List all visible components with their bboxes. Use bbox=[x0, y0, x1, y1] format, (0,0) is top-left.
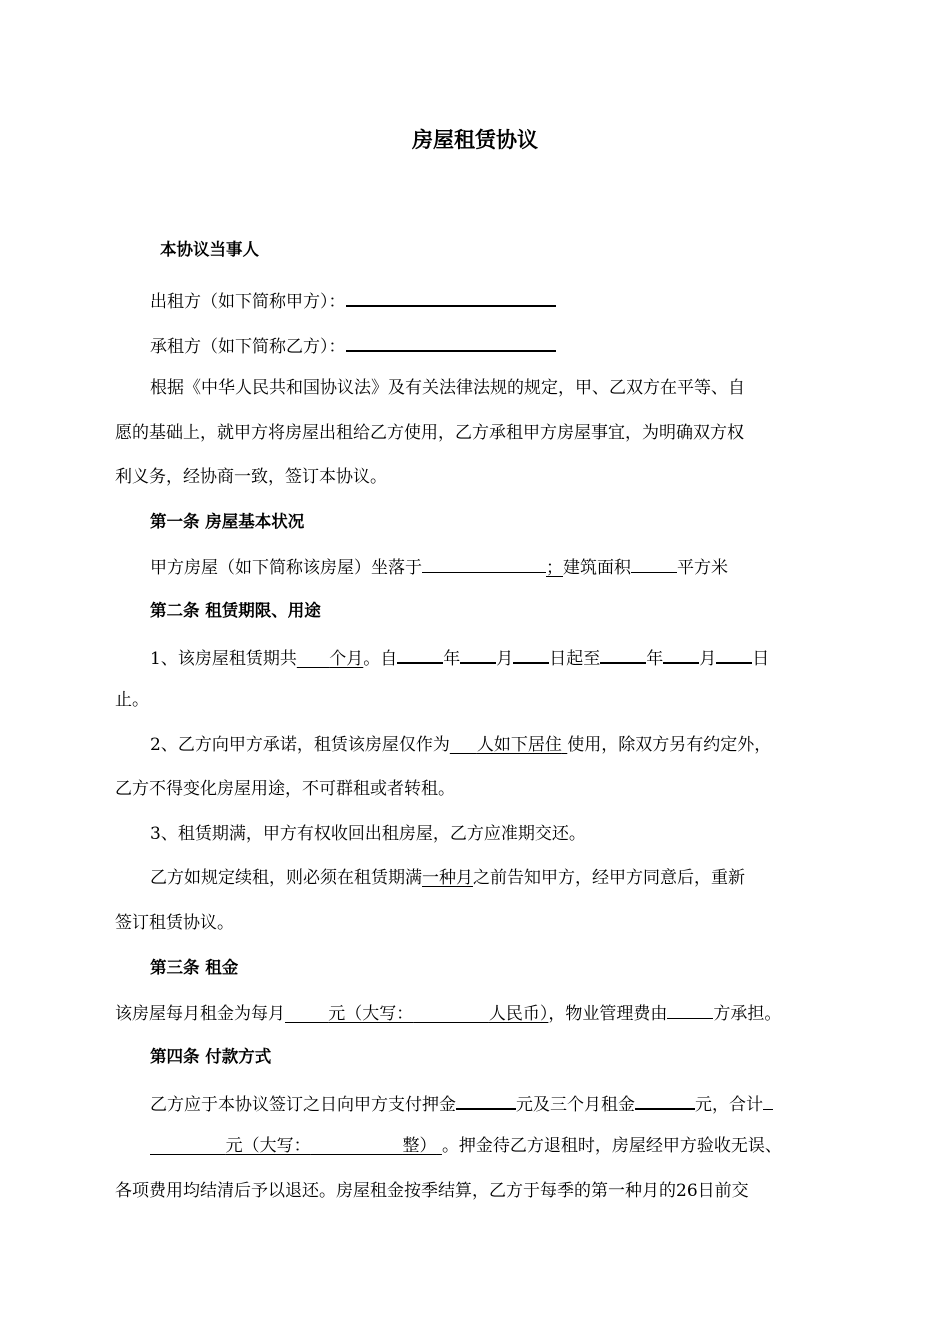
renewal-rest: 之前告知甲方，经甲方同意后，重新 bbox=[473, 868, 745, 888]
lessee-blank[interactable] bbox=[346, 332, 556, 352]
total-blank-start[interactable] bbox=[763, 1091, 773, 1110]
semicolon: ； bbox=[546, 558, 563, 578]
article3-heading: 第三条 租金 bbox=[150, 958, 239, 977]
month-2: 月 bbox=[699, 649, 717, 669]
area-label: 建筑面积 bbox=[563, 558, 631, 578]
rent-line bbox=[115, 1000, 781, 1026]
start-month-blank[interactable] bbox=[460, 644, 496, 664]
lessor-line bbox=[150, 287, 556, 314]
usage-line-2: 乙方不得变化房屋用途，不可群租或者转租。 bbox=[115, 779, 455, 799]
start-year-blank[interactable] bbox=[397, 644, 443, 664]
day-to: 日起至 bbox=[549, 649, 601, 669]
fee-label: ，物业管理费由 bbox=[548, 1004, 668, 1024]
rent-amount[interactable]: 元（大写： 人民币） bbox=[328, 1004, 549, 1024]
article2-heading: 第二条 租赁期限、用途 bbox=[150, 601, 321, 620]
usage-line bbox=[150, 733, 771, 757]
lessee-label: 承租方（如下简称乙方）： bbox=[150, 337, 346, 357]
parties-heading: 本协议当事人 bbox=[160, 240, 259, 259]
article1-body bbox=[150, 554, 728, 580]
year-1: 年 bbox=[443, 649, 461, 669]
renewal-label: 乙方如规定续租，则必须在租赁期满 bbox=[150, 868, 422, 888]
term-months[interactable]: 个月 bbox=[329, 649, 364, 669]
deposit-blank[interactable] bbox=[456, 1090, 516, 1110]
total-label: 元，合计 bbox=[695, 1095, 763, 1115]
intro-line-3: 利义务，经协商一致，签订本协议。 bbox=[115, 467, 387, 487]
intro-line-1: 根据《中华人民共和国协议法》及有关法律法规的规定，甲、乙双方在平等、自 bbox=[150, 378, 745, 398]
usage-rest: 使用，除双方另有约定外， bbox=[567, 735, 772, 755]
article1-heading: 第一条 房屋基本状况 bbox=[150, 512, 305, 531]
location-blank[interactable] bbox=[422, 554, 546, 573]
fee-rest: 方承担。 bbox=[713, 1004, 782, 1024]
renewal-notice[interactable]: 一种月 bbox=[422, 868, 473, 888]
rent-3m-label: 元及三个月租金 bbox=[516, 1095, 635, 1115]
document-title: 房屋租赁协议 bbox=[412, 128, 538, 152]
start-day-blank[interactable] bbox=[513, 644, 549, 664]
payment-line-3: 各项费用均结清后予以退还。房屋租金按季结算，乙方于每季的第一种月的26日前交 bbox=[115, 1181, 749, 1201]
term-from: 。自 bbox=[363, 649, 398, 669]
total-amount[interactable]: 元（大写： 整） bbox=[225, 1136, 437, 1156]
payment-line-2 bbox=[150, 1134, 782, 1158]
payment-line bbox=[150, 1090, 773, 1117]
year-2: 年 bbox=[646, 649, 664, 669]
area-unit: 平方米 bbox=[677, 558, 728, 578]
end-month-blank[interactable] bbox=[663, 644, 699, 664]
fee-party-blank[interactable] bbox=[667, 1000, 713, 1019]
usage-value[interactable]: 人如下居住 bbox=[476, 735, 562, 755]
term-line bbox=[150, 644, 769, 671]
end-day-blank[interactable] bbox=[716, 644, 752, 664]
end-year-blank[interactable] bbox=[600, 644, 646, 664]
month-1: 月 bbox=[496, 649, 514, 669]
area-blank[interactable] bbox=[631, 554, 677, 573]
article4-heading: 第四条 付款方式 bbox=[150, 1047, 272, 1066]
term-line-2: 止。 bbox=[115, 690, 149, 710]
lessor-label: 出租方（如下简称甲方）： bbox=[150, 292, 346, 312]
renewal-line-2: 签订租赁协议。 bbox=[115, 913, 234, 933]
intro-line-2: 愿的基础上，就甲方将房屋出租给乙方使用，乙方承租甲方房屋事宜，为明确双方权 bbox=[115, 423, 744, 443]
renewal-line bbox=[150, 866, 745, 890]
rent-3m-blank[interactable] bbox=[635, 1090, 695, 1110]
usage-label: 2、乙方向甲方承诺，租赁该房屋仅作为 bbox=[150, 735, 450, 755]
term-label: 1、该房屋租赁期共 bbox=[150, 649, 297, 669]
lessee-line bbox=[150, 332, 556, 359]
deposit-refund: 。押金待乙方退租时，房屋经甲方验收无误、 bbox=[441, 1136, 782, 1156]
expiry-line: 3、租赁期满，甲方有权收回出租房屋，乙方应准期交还。 bbox=[150, 824, 586, 844]
location-label: 甲方房屋（如下简称该房屋）坐落于 bbox=[150, 558, 422, 578]
deposit-label: 乙方应于本协议签订之日向甲方支付押金 bbox=[150, 1095, 456, 1115]
lessor-blank[interactable] bbox=[346, 287, 556, 307]
day-2: 日 bbox=[752, 649, 770, 669]
rent-label: 该房屋每月租金为每月 bbox=[115, 1004, 285, 1024]
